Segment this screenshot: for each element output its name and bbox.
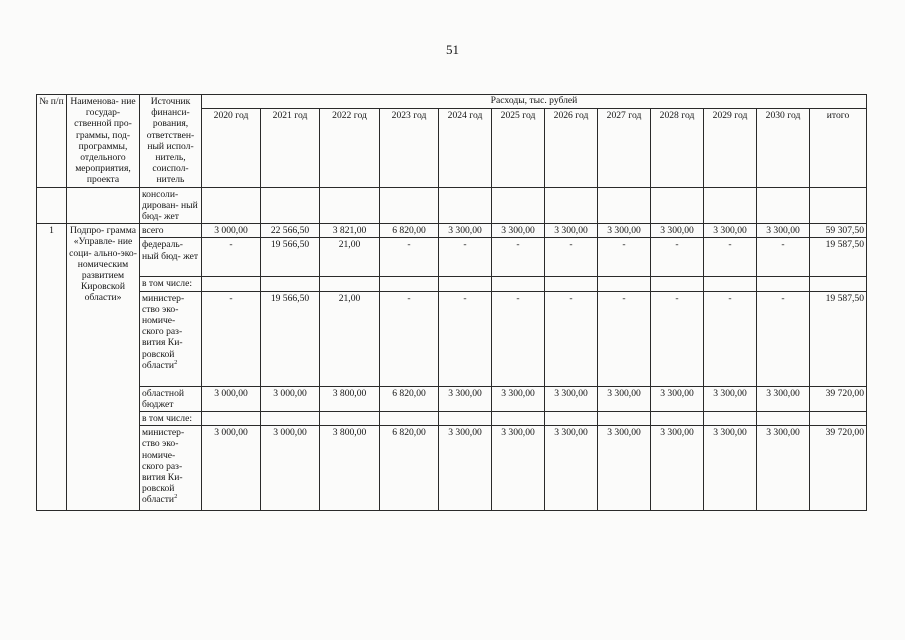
source-label: в том числе:: [142, 278, 193, 290]
header-year-2029: 2029 год: [704, 108, 757, 187]
value-cell: 3 800,00: [320, 426, 380, 511]
table-row: [37, 224, 867, 238]
cell-empty: [598, 187, 651, 224]
total-cell: 19 587,50: [810, 291, 867, 386]
value-cell: -: [492, 291, 545, 386]
cell-empty: [67, 187, 140, 224]
total-cell: [810, 412, 867, 426]
value-cell: [439, 277, 492, 291]
source-label: федераль- ный бюд- жет: [142, 239, 199, 262]
value-cell: [380, 277, 439, 291]
cell-empty: [37, 187, 67, 224]
value-cell: 3 800,00: [320, 386, 380, 411]
value-cell: 3 000,00: [261, 386, 320, 411]
value-cell: 3 300,00: [651, 386, 704, 411]
cell-empty: [810, 187, 867, 224]
value-cell: 3 300,00: [651, 426, 704, 511]
value-cell: [757, 277, 810, 291]
value-cell: [704, 277, 757, 291]
value-cell: -: [651, 291, 704, 386]
header-year-2022: 2022 год: [320, 108, 380, 187]
total-cell: 39 720,00: [810, 386, 867, 411]
value-cell: 6 820,00: [380, 224, 439, 238]
cell-empty: [757, 187, 810, 224]
value-cell: 3 300,00: [704, 224, 757, 238]
value-cell: [439, 412, 492, 426]
footnote-mark: 2: [174, 493, 178, 501]
value-cell: [651, 412, 704, 426]
program-name: Подпро- грамма «Управле- ние соци- ально-эко- номическим развитием Кировской области»: [67, 224, 140, 511]
value-cell: 3 300,00: [757, 386, 810, 411]
value-cell: 3 300,00: [439, 224, 492, 238]
value-cell: 3 300,00: [757, 426, 810, 511]
source-label: министер- ство эко- номиче- ского раз- вития Ки- ровской области: [142, 292, 185, 371]
total-cell: 19 587,50: [810, 238, 867, 277]
value-cell: 3 300,00: [598, 386, 651, 411]
value-cell: -: [757, 238, 810, 277]
value-cell: 3 300,00: [545, 224, 598, 238]
header-year-2030: 2030 год: [757, 108, 810, 187]
source-cell: [140, 277, 202, 291]
value-cell: [261, 277, 320, 291]
value-cell: -: [202, 238, 261, 277]
value-cell: 3 300,00: [492, 224, 545, 238]
budget-table: [36, 94, 867, 511]
header-number: № п/п: [37, 95, 67, 188]
source-consolidated-budget: консоли- дирован- ный бюд- жет: [140, 187, 202, 224]
table-row: [37, 277, 867, 291]
value-cell: -: [598, 291, 651, 386]
header-total: итого: [810, 108, 867, 187]
value-cell: -: [380, 291, 439, 386]
value-cell: 3 300,00: [545, 386, 598, 411]
table-row: [37, 291, 867, 386]
value-cell: [757, 412, 810, 426]
page-number: 51: [446, 42, 459, 57]
value-cell: 3 300,00: [598, 224, 651, 238]
header-year-2026: 2026 год: [545, 108, 598, 187]
source-cell: [140, 386, 202, 411]
cell-empty: [261, 187, 320, 224]
header-expenses: Расходы, тыс. рублей: [202, 95, 867, 109]
cell-empty: [492, 187, 545, 224]
value-cell: 3 300,00: [651, 224, 704, 238]
cell-empty: [439, 187, 492, 224]
value-cell: 3 300,00: [492, 386, 545, 411]
value-cell: -: [757, 291, 810, 386]
header-name: Наименова- ние государ- ственной про- граммы, под- программы, отдельного мероприятия, проекта: [67, 95, 140, 188]
value-cell: 3 300,00: [492, 426, 545, 511]
cell-empty: [651, 187, 704, 224]
value-cell: 19 566,50: [261, 238, 320, 277]
value-cell: -: [202, 291, 261, 386]
value-cell: [545, 277, 598, 291]
value-cell: [492, 412, 545, 426]
source-cell: [140, 426, 202, 511]
cell-empty: [704, 187, 757, 224]
header-year-2028: 2028 год: [651, 108, 704, 187]
source-cell: [140, 238, 202, 277]
source-label: министер- ство эко- номиче- ского раз- вития Ки- ровской области: [142, 427, 185, 506]
value-cell: 22 566,50: [261, 224, 320, 238]
cell-empty: [202, 187, 261, 224]
footnote-mark: 2: [174, 358, 178, 366]
source-label: всего: [142, 225, 164, 237]
value-cell: 3 300,00: [704, 386, 757, 411]
total-cell: [810, 277, 867, 291]
value-cell: [261, 412, 320, 426]
value-cell: [320, 412, 380, 426]
header-year-2021: 2021 год: [261, 108, 320, 187]
value-cell: -: [598, 238, 651, 277]
value-cell: 3 000,00: [202, 224, 261, 238]
value-cell: [651, 277, 704, 291]
value-cell: 3 300,00: [598, 426, 651, 511]
header-year-2027: 2027 год: [598, 108, 651, 187]
value-cell: 3 000,00: [261, 426, 320, 511]
source-cell: [140, 291, 202, 386]
value-cell: -: [704, 291, 757, 386]
value-cell: 6 820,00: [380, 386, 439, 411]
value-cell: 3 300,00: [704, 426, 757, 511]
value-cell: -: [380, 238, 439, 277]
value-cell: [492, 277, 545, 291]
source-cell: [140, 412, 202, 426]
header-source: Источник финанси- рования, ответствен- ный испол- нитель, соиспол- нитель: [140, 95, 202, 188]
table-row: [37, 412, 867, 426]
value-cell: -: [492, 238, 545, 277]
value-cell: -: [545, 291, 598, 386]
value-cell: [202, 412, 261, 426]
value-cell: [545, 412, 598, 426]
cell-empty: [380, 187, 439, 224]
value-cell: 3 000,00: [202, 426, 261, 511]
value-cell: [598, 412, 651, 426]
total-cell: 59 307,50: [810, 224, 867, 238]
header-year-2024: 2024 год: [439, 108, 492, 187]
value-cell: -: [439, 238, 492, 277]
value-cell: [598, 277, 651, 291]
value-cell: 3 300,00: [757, 224, 810, 238]
value-cell: 21,00: [320, 238, 380, 277]
source-label: областной бюджет: [142, 387, 185, 410]
total-cell: 39 720,00: [810, 426, 867, 511]
value-cell: 6 820,00: [380, 426, 439, 511]
value-cell: -: [545, 238, 598, 277]
value-cell: 3 300,00: [439, 386, 492, 411]
value-cell: [202, 277, 261, 291]
value-cell: [320, 277, 380, 291]
header-year-2023: 2023 год: [380, 108, 439, 187]
source-cell: [140, 224, 202, 238]
consolidated-row: [37, 187, 867, 224]
value-cell: 3 000,00: [202, 386, 261, 411]
table-row: [37, 426, 867, 511]
source-label: в том числе:: [142, 413, 193, 425]
value-cell: -: [439, 291, 492, 386]
header-year-2020: 2020 год: [202, 108, 261, 187]
table-row: [37, 238, 867, 277]
value-cell: 21,00: [320, 291, 380, 386]
value-cell: -: [651, 238, 704, 277]
value-cell: [380, 412, 439, 426]
value-cell: -: [704, 238, 757, 277]
program-number: 1: [37, 224, 67, 511]
cell-empty: [545, 187, 598, 224]
value-cell: [704, 412, 757, 426]
table-row: [37, 386, 867, 411]
value-cell: 19 566,50: [261, 291, 320, 386]
cell-empty: [320, 187, 380, 224]
header-year-2025: 2025 год: [492, 108, 545, 187]
value-cell: 3 300,00: [439, 426, 492, 511]
value-cell: 3 821,00: [320, 224, 380, 238]
value-cell: 3 300,00: [545, 426, 598, 511]
